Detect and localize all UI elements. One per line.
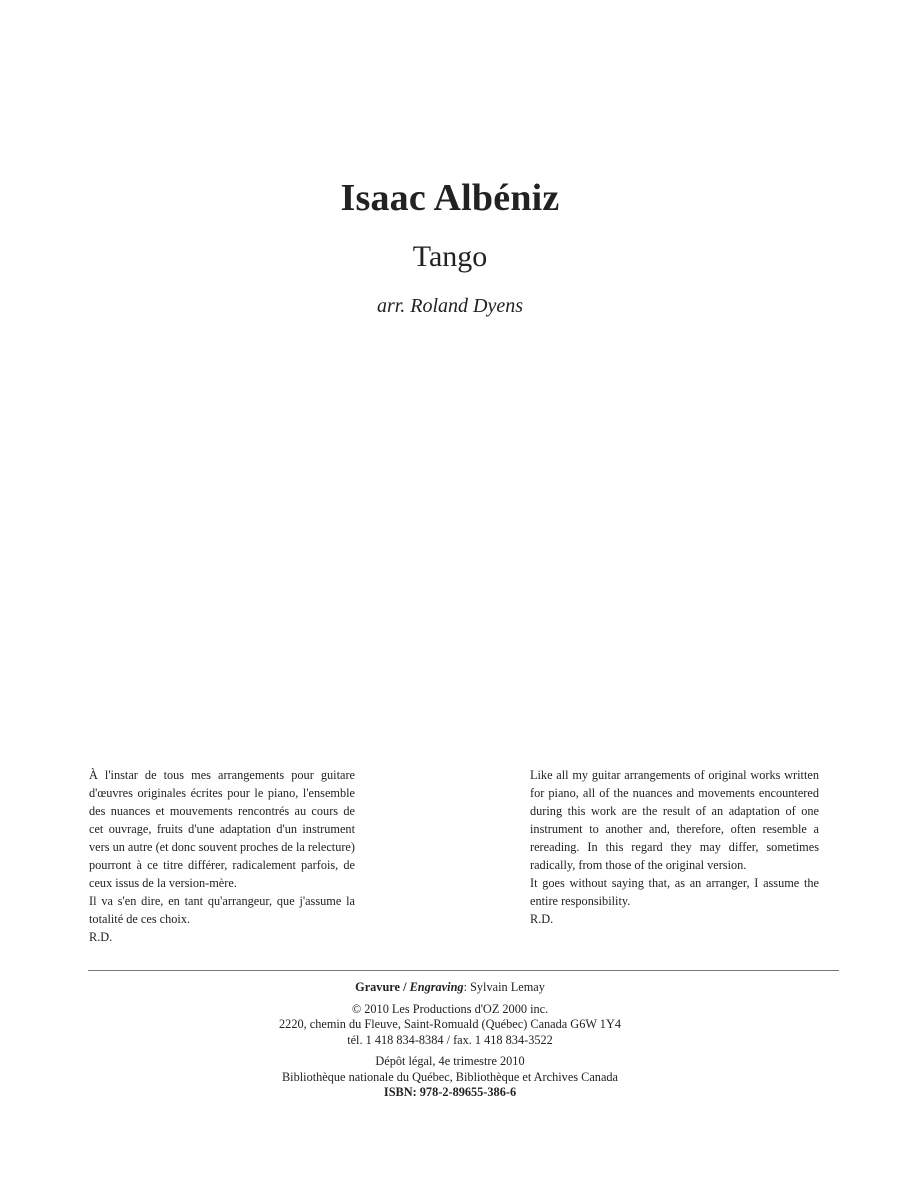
legal-deposit: Dépôt légal, 4e trimestre 2010 — [375, 1054, 525, 1068]
engraving-label-fr: Gravure — [355, 980, 400, 994]
piece-title: Tango — [412, 240, 488, 273]
engraving-separator: / — [400, 980, 410, 994]
english-note — [530, 766, 819, 928]
french-note — [89, 766, 355, 946]
english-note-paragraph-2: It goes without saying that, as an arranger, I assume the entire responsibility. — [530, 876, 819, 908]
library-line: Bibliothèque nationale du Québec, Bibliothèque et Archives Canada — [281, 1069, 619, 1084]
engraver-name: : Sylvain Lemay — [463, 980, 545, 994]
copyright-line: © 2010 Les Productions d'OZ 2000 inc. — [351, 1001, 549, 1016]
isbn-line: ISBN: 978-2-89655-386-6 — [383, 1085, 517, 1099]
publication-credits — [0, 980, 900, 1101]
french-note-paragraph-1: À l'instar de tous mes arrangements pour guitare d'œuvres originales écrites pour le piano, l'ensemble des nuances et mouvements rencontrés au cours de cet ouvrage, fruits d'une adaptation d'un instrument vers un autre (et donc souvent proches de la relecture) pourront à ce titre différer, radicalement parfois, de ceux issus de la version-mère. — [89, 768, 355, 890]
french-note-signature: R.D. — [89, 930, 113, 944]
engraving-credit — [0, 980, 900, 996]
publisher-phone: tél. 1 418 834-8384 / fax. 1 418 834-3522 — [347, 1032, 553, 1047]
arranger-credit: arr. Roland Dyens — [376, 295, 524, 317]
french-note-paragraph-2: Il va s'en dire, en tant qu'arrangeur, que j'assume la totalité de ces choix. — [89, 894, 355, 926]
engraving-label-en: Engraving — [409, 980, 464, 994]
composer-name: Isaac Albéniz — [340, 177, 560, 219]
english-note-paragraph-1: Like all my guitar arrangements of original works written for piano, all of the nuances and movements encountered during this work are the result of an adaptation of one instrument to another and, therefore, often resemble a rereading. In this regard they may differ, sometimes radically, from those of the original version. — [530, 768, 819, 872]
english-note-signature: R.D. — [530, 912, 554, 926]
credits-divider — [88, 970, 839, 971]
publisher-address: 2220, chemin du Fleuve, Saint-Romuald (Québec) Canada G6W 1Y4 — [279, 1017, 621, 1031]
